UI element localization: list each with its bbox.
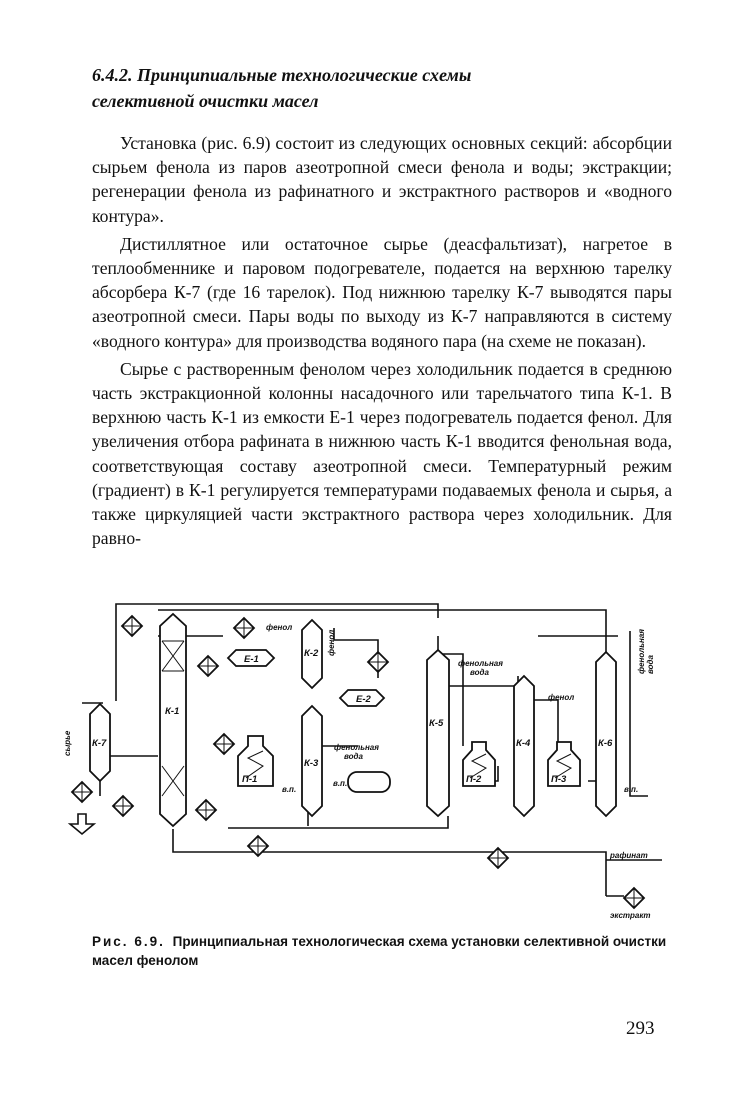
label-k6: К-6	[598, 738, 613, 749]
pipe-mid-right	[438, 676, 518, 686]
label-feed: сырье	[63, 730, 72, 756]
section-heading-line-2: селективной очистки масел	[92, 91, 319, 111]
label-p3: П-3	[551, 774, 567, 785]
paragraph-3: Сырье с растворенным фенолом через холодильник подается в среднюю часть экстракционной колонны насадочного или тарельчатого типа К-1. В верхнюю часть К-1 из емкости Е-1 через подогреватель подается фенол. Для увеличения отбора рафината в нижнюю часть К-1 вводится фенольная вода, соответствующая составу азеотропной смеси. Температурный режим (градиент) в К-1 регулируется температурами подаваемых фенола и сырья, а также циркуляцией части экстрактного раствора через холодильник. Для равно-	[92, 358, 672, 549]
label-phenolic-water-k3-2: вода	[344, 752, 363, 761]
label-phenolic-water-k5-1: фенольная	[458, 659, 503, 668]
label-extract: экстракт	[610, 911, 651, 920]
label-phenolic-water-right-1: фенольная	[637, 629, 646, 674]
label-k2: К-2	[304, 648, 319, 659]
label-p1: П-1	[242, 774, 258, 785]
label-phenol-top: фенол	[266, 623, 293, 632]
label-phenolic-water-k5-2: вода	[470, 668, 489, 677]
figure-caption-text: Принципиальная технологическая схема установки селективной очистки масел фенолом	[92, 934, 667, 968]
paragraph-1: Установка (рис. 6.9) состоит из следующих основных секций: абсорбции сырьем фенола из паров азеотропной смеси фенола и воды; экстракции; регенерации фенола из рафинатного и экстрактного растворов и «водного контура».	[92, 133, 672, 226]
label-phenol-k2: фенол	[327, 629, 336, 656]
figure-caption	[92, 932, 672, 970]
process-flow-diagram	[58, 596, 678, 926]
label-e1: Е-1	[244, 654, 259, 665]
label-phenolic-water-k3-1: фенольная	[334, 743, 379, 752]
section-heading	[92, 62, 652, 114]
section-heading-line-1: 6.4.2. Принципиальные технологические схемы	[92, 65, 472, 85]
label-k4: К-4	[516, 738, 531, 749]
feed-arrow-icon	[70, 814, 94, 834]
pipe-bottom-main	[173, 829, 606, 896]
page-number: 293	[626, 1018, 655, 1039]
pipe-bottom-return	[228, 816, 448, 828]
label-k7: К-7	[92, 738, 107, 749]
label-steam-e: в.п.	[333, 779, 348, 788]
label-k3: К-3	[304, 758, 319, 769]
label-steam-k6: в.п.	[624, 785, 639, 794]
label-e2: Е-2	[356, 694, 371, 705]
k5-column	[427, 650, 449, 816]
pipe-k2-to-k5	[334, 628, 378, 678]
label-k1: К-1	[165, 706, 180, 717]
label-steam-k3: в.п.	[282, 785, 297, 794]
drum-exchanger	[348, 772, 390, 792]
label-k5: К-5	[429, 718, 444, 729]
process-flow-svg	[58, 596, 678, 926]
label-raffinate: рафинат	[610, 851, 648, 860]
k6-column	[596, 652, 616, 816]
body-text	[92, 131, 672, 554]
label-p2: П-2	[466, 774, 482, 785]
paragraph-2: Дистиллятное или остаточное сырье (деасфальтизат), нагретое в теплообменнике и паровом подогревателе, подается на верхнюю тарелку абсорбера К-7 (где 16 тарелок). Под нижнюю тарелку К-7 выводятся пары азеотропной смеси. Пары воды по выходу из К-7 направляются в систему «водного контура» для производства водяного пара (на схеме не показан).	[92, 233, 672, 351]
label-phenolic-water-right-2: вода	[646, 655, 655, 674]
label-phenol-k4: фенол	[548, 693, 575, 702]
figure-caption-label: Рис. 6.9.	[92, 934, 165, 949]
